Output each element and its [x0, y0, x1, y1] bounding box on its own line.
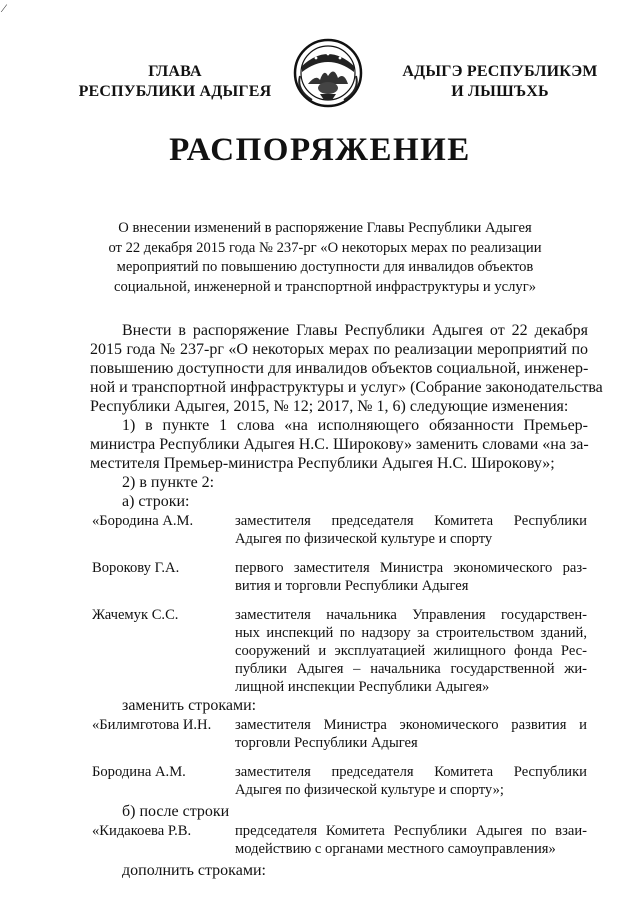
position-line: публики Адыгея – начальника государственной жи-: [235, 661, 587, 677]
item2a-label: а) строки:: [122, 493, 190, 510]
subject-line: О внесении изменений в распоряжение Главы Республики Адыгея: [118, 220, 532, 236]
corner-mark: ⁄: [3, 1, 6, 15]
position-line: лищной инспекции Республики Адыгея»: [235, 679, 490, 695]
position-line: Адыгея по физической культуре и спорту: [235, 531, 493, 547]
header-left: [55, 62, 295, 102]
position-line: председателя Комитета Республики Адыгея по взаи-: [235, 823, 587, 839]
position-line: Адыгея по физической культуре и спорту»;: [235, 782, 504, 798]
supplement-label: дополнить строками:: [122, 862, 266, 879]
position-line: заместителя начальника Управления государствен-: [235, 607, 587, 623]
entry-position: [235, 716, 587, 752]
subject-line: социальной, инженерной и транспортной инфраструктуры и услуг»: [113, 278, 537, 295]
header-left-line1: ГЛАВА: [148, 63, 202, 80]
position-line: заместителя председателя Комитета Республики: [235, 764, 587, 780]
intro-line: повышению доступности для инвалидов объектов социальной, инженер-: [90, 360, 589, 377]
entry-position: [235, 763, 587, 799]
entry-position: [235, 559, 587, 595]
header-left-line2: РЕСПУБЛИКИ АДЫГЕЯ: [78, 83, 272, 100]
position-line: сооружений и эксплуатацией жилищного фонда Рес-: [235, 643, 587, 659]
header-right: [380, 62, 620, 102]
header-right-line1: АДЫГЭ РЕСПУБЛИКЭМ: [402, 63, 598, 80]
item2b-label: б) после строки: [122, 803, 230, 820]
position-line: торговли Республики Адыгея: [235, 735, 418, 751]
intro-line: ной и транспортной инфраструктуры и услуг» (Собрание законодательства: [90, 379, 603, 396]
item1-line: министра Республики Адыгея Н.С. Широкову» заменить словами «на за-: [90, 436, 589, 453]
intro-line: Республики Адыгея, 2015, № 12; 2017, № 1, 6) следующие изменения:: [90, 398, 569, 415]
position-line: заместителя председателя Комитета Республики: [235, 513, 587, 529]
position-line: ных инспекций по надзору за строительством зданий,: [235, 625, 587, 641]
position-line: первого заместителя Министра экономического раз-: [235, 560, 587, 576]
document-title: РАСПОРЯЖЕНИЕ: [169, 132, 471, 168]
subject-line: от 22 декабря 2015 года № 237-рг «О некоторых мерах по реализации: [108, 239, 542, 256]
entry-name: «Кидакоева Р.В.: [92, 823, 192, 839]
position-line: вития и торговли Республики Адыгея: [235, 578, 469, 594]
item2-label: 2) в пункте 2:: [122, 474, 215, 491]
subject-block: [60, 219, 590, 297]
entry-position: [235, 512, 587, 548]
subject-line: мероприятий по повышению доступности для инвалидов объектов: [116, 259, 534, 276]
entry-position: [235, 606, 587, 696]
position-line: модействию с органами местного самоуправления»: [235, 841, 556, 857]
entry-name: «Бородина А.М.: [92, 513, 194, 529]
entry-name: Ворокову Г.А.: [92, 560, 180, 576]
replace-label: заменить строками:: [122, 697, 257, 714]
intro-line: Внести в распоряжение Главы Республики Адыгея от 22 декабря: [122, 322, 588, 339]
entry-name: «Билимготова И.Н.: [92, 717, 212, 733]
item1-line: 1) в пункте 1 слова «на исполняющего обязанности Премьер-: [122, 417, 588, 434]
item1-line: местителя Премьер-министра Республики Адыгея Н.С. Широкову»;: [90, 455, 555, 472]
entry-name: Бородина А.М.: [92, 764, 186, 780]
intro-line: 2015 года № 237-рг «О некоторых мерах по реализации мероприятий по: [90, 341, 588, 358]
entry-name: Жачемук С.С.: [92, 607, 179, 623]
header-right-line2: И ЛЫШЪХЬ: [451, 83, 549, 100]
coat-of-arms-icon: [290, 36, 366, 110]
position-line: заместителя Министра экономического развития и: [235, 717, 587, 733]
entry-position: [235, 822, 587, 858]
